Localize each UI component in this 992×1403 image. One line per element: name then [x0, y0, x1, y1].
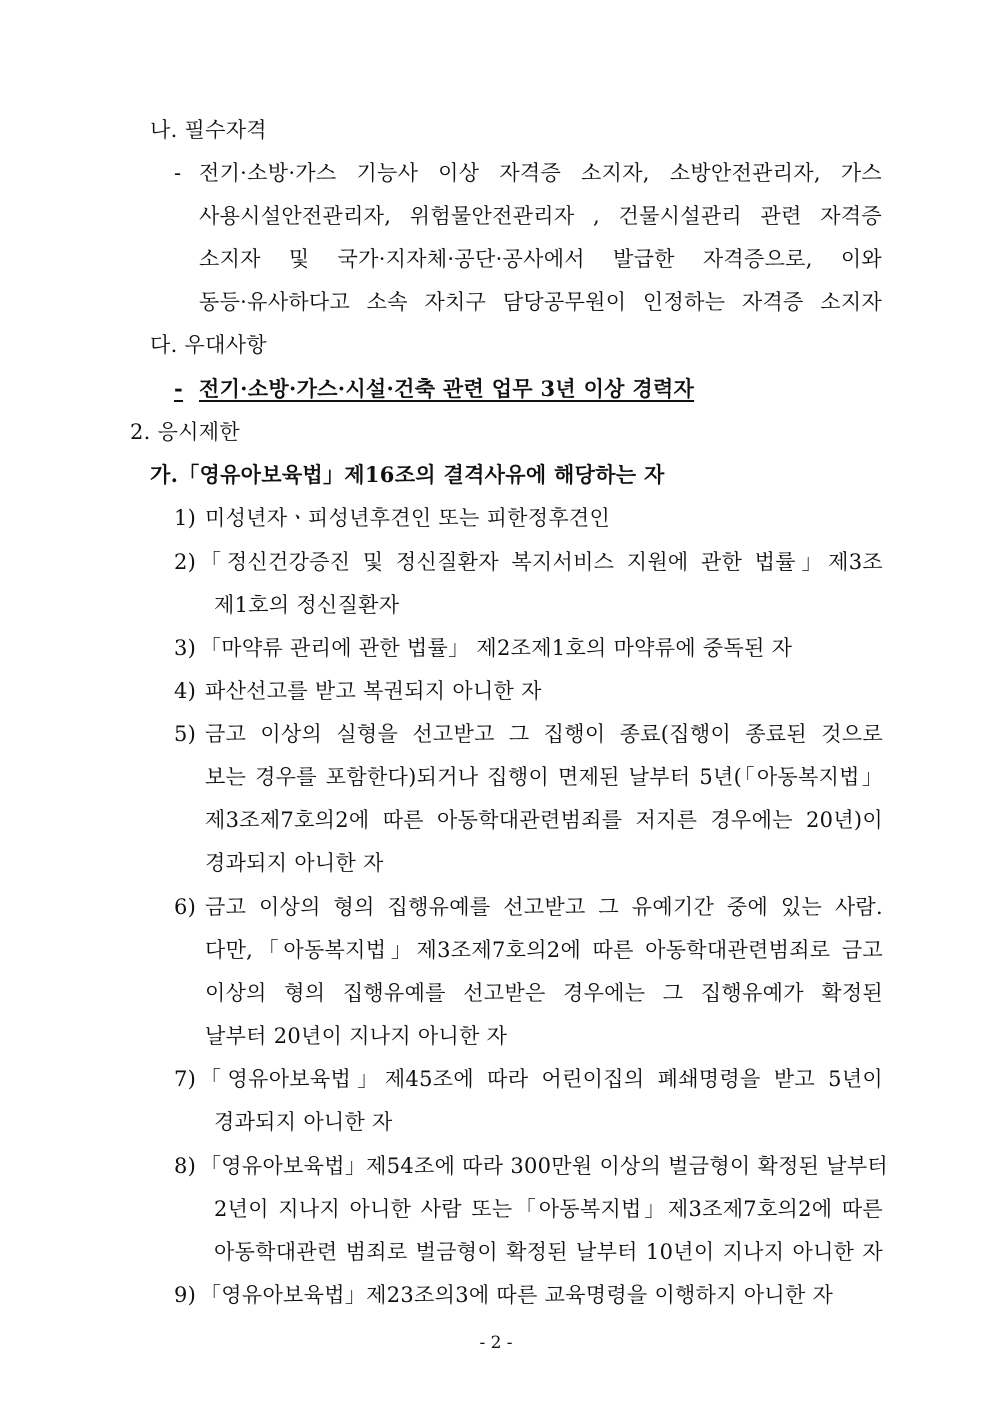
list-item-number: 5) [174, 722, 197, 746]
list-item-line: 경과되지 아니한 자 [214, 1110, 393, 1134]
list-item-line: 「영유아보육법」제45조에 따라 어린이집의 폐쇄명령을 받고 5년이 [200, 1067, 883, 1091]
list-item-line: 「마약류 관리에 관한 법률」 제2조제1호의 마약류에 중독된 자 [200, 636, 793, 660]
preference-text: 전기·소방·가스·시설·건축 관련 업무 3년 이상 경력자 [199, 376, 695, 401]
list-item-line: 이상의 형의 집행유예를 선고받은 경우에는 그 집행유예가 확정된 [205, 981, 883, 1005]
list-item-line: 날부터 20년이 지나지 아니한 자 [205, 1024, 508, 1048]
section-heading-preferences: 다. 우대사항 [150, 333, 267, 357]
list-item-line: 금고 이상의 실형을 선고받고 그 집행이 종료(집행이 종료된 것으로 [205, 722, 883, 746]
list-item-line: 금고 이상의 형의 집행유예를 선고받고 그 유예기간 중에 있는 사람. [205, 895, 883, 919]
list-item-line: 제3조제7호의2에 따른 아동학대관련범죄를 저지른 경우에는 20년)이 [205, 808, 883, 832]
required-qualification-line-4: 동등·유사하다고 소속 자치구 담당공무원이 인정하는 자격증 소지자 [199, 290, 882, 314]
list-item-number: 6) [174, 895, 197, 919]
section-heading-restrictions: 2. 응시제한 [130, 420, 240, 444]
list-item-number: 3) [174, 636, 197, 660]
list-item-line: 「정신건강증진 및 정신질환자 복지서비스 지원에 관한 법률」제3조 [200, 550, 883, 574]
list-item-line: 다만,「아동복지법」제3조제7호의2에 따른 아동학대관련범죄로 금고 [205, 938, 883, 962]
list-item-number: 9) [174, 1283, 197, 1307]
list-item-number: 2) [174, 550, 197, 574]
bullet-dash: - [174, 376, 184, 401]
required-qualification-line-1: 전기·소방·가스 기능사 이상 자격증 소지자, 소방안전관리자, 가스 [199, 161, 882, 185]
list-item-line: 보는 경우를 포함한다)되거나 집행이 면제된 날부터 5년(「아동복지법」 [205, 765, 883, 789]
list-item-line: 경과되지 아니한 자 [205, 851, 384, 875]
list-item-line: 「영유아보육법」제54조에 따라 300만원 이상의 벌금형이 확정된 날부터 [200, 1154, 888, 1178]
list-item-line: 「영유아보육법」제23조의3에 따른 교육명령을 이행하지 아니한 자 [200, 1283, 834, 1307]
list-item-number: 4) [174, 679, 197, 703]
section-heading-required-qualifications: 나. 필수자격 [150, 118, 267, 142]
list-item-number: 1) [174, 506, 197, 530]
required-qualification-line-3: 소지자 및 국가·지자체·공단·공사에서 발급한 자격증으로, 이와 [199, 247, 882, 271]
list-item-number: 7) [174, 1067, 197, 1091]
list-item-line: 2년이 지나지 아니한 사람 또는「아동복지법」제3조제7호의2에 따른 [214, 1197, 883, 1221]
list-item-line: 아동학대관련 범죄로 벌금형이 확정된 날부터 10년이 지나지 아니한 자 [214, 1240, 883, 1264]
list-item-line: 제1호의 정신질환자 [214, 593, 400, 617]
required-qualification-line-2: 사용시설안전관리자, 위험물안전관리자 , 건물시설관리 관련 자격증 [199, 204, 882, 228]
list-item-number: 8) [174, 1154, 197, 1178]
list-item-line: 미성년자ㆍ피성년후견인 또는 피한정후견인 [205, 506, 611, 530]
sub-heading-disqualification: 가.「영유아보육법」제16조의 결격사유에 해당하는 자 [150, 462, 665, 487]
list-item-line: 파산선고를 받고 복권되지 아니한 자 [205, 679, 542, 703]
bullet-dash: - [174, 161, 182, 185]
page-number: - 2 - [479, 1333, 513, 1353]
